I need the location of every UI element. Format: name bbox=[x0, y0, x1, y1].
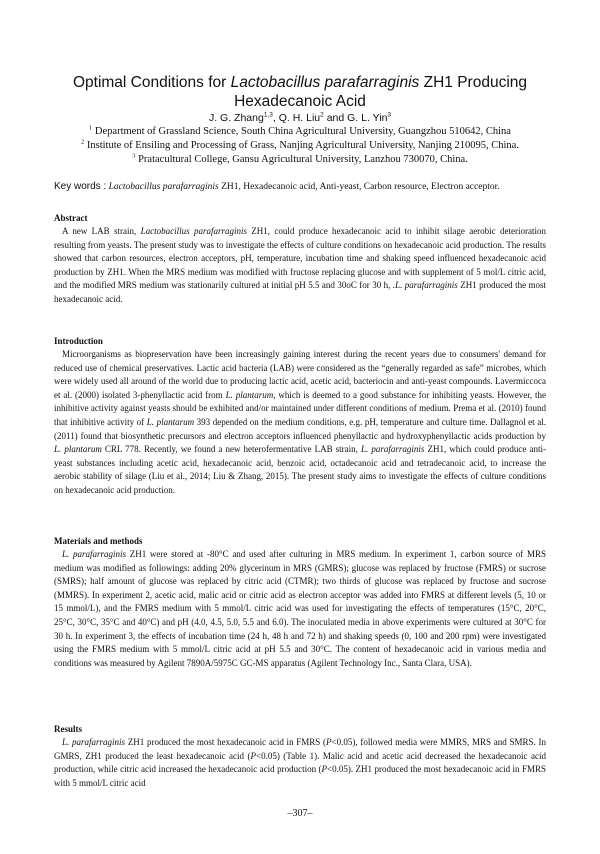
author-3: G. L. Yin bbox=[347, 112, 388, 124]
introduction-section bbox=[54, 336, 546, 498]
affiliation-2: $^2$ Institute of Ensiling and Processing of Grass, Nanjing Agricultural University, Nanjing 210095, China. bbox=[81, 138, 519, 151]
keywords-label: Key words : bbox=[54, 181, 107, 192]
affiliation-3: $^3$ Pratacultural College, Gansu Agricultural University, Lanzhou 730070, China. bbox=[132, 152, 468, 165]
results-section bbox=[54, 724, 546, 790]
author-list: J. G. Zhang$^{1,3}$, Q. H. Liu$^2$ and G. L. Yin$^3$ bbox=[208, 111, 392, 124]
affiliation-1: $^1$ Department of Grassland Science, South China Agricultural University, Guangzhou 510642, China bbox=[89, 124, 511, 137]
title-line-2: Hexadecanoic Acid bbox=[234, 93, 366, 110]
methods-section bbox=[54, 536, 546, 670]
author-1: J. G. Zhang bbox=[208, 112, 264, 124]
results-text: L. parafarraginis ZH1 produced the most hexadecanoic acid in FMRS (P<0.05), followed media were MMRS, MRS and SMRS. In GMRS, ZH1 produced the least hexadecanoic acid (P<0.05) (Table 1). Malic acid and acetic acid decreased the hexadecanoic acid production, while citric acid increased the hexadecanoic acid production (P<0.05). ZH1 produced the most hexadecanoic acid in FMRS with 5 mmol/L citric acid bbox=[54, 737, 547, 788]
abstract-text: A new LAB strain, Lactobacillus parafarraginis ZH1, could produce hexadecanoic acid to inhibit silage aerobic deterioration resulting from yeasts. The present study was to investigate the effects of culture conditions on hexadecanoic acid production. The results showed that carbon resources, electron acceptors, pH, temperature, incubation time and shaking speed influenced hexadecanoic acid production by ZH1. When the MRS medium was modified with fructose replacing glucose and with supplement of 5 mol/L citric acid, and the modified MRS medium was stationarily cultured at initial pH 5.5 and 30oC for 30 h, .L. parafarraginis ZH1 produced the most hexadecanoic acid. bbox=[54, 226, 546, 304]
page-number: –307– bbox=[287, 808, 313, 819]
methods-text: L. parafarraginis ZH1 were stored at -80°C and used after culturing in MRS medium. In experiment 1, carbon source of MRS medium was modified as followings: adding 20% glycerinum in MRS (GMRS); glucose was replaced by fructose (FMRS) or sucrose (SMRS); half amount of glucose was replaced by citric acid (CTMR); two thirds of glucose was replaced by fructose and sucrose (MMRS). In experiment 2, acetic acid, malic acid or citric acid as electron acceptor was added into FMRS at different levels (5, 10 or 15 mmol/L), and the FMRS medium with 5 mmol/L citric acid was used for investigating the effects of temperatures (15°C, 20°C, 25°C, 30°C, 35°C and 40°C) and pH (4.0, 4.5, 5.0, 5.5 and 6.0). The inoculated media in above experiments were cultured at 30°C for 30 h. In experiment 3, the effects of incubation time (24 h, 48 h and 72 h) and shaking speeds (0, 100 and 200 rpm) were investigated using the FMRS medium with 5 mmol/L citric acid at pH 5.5 and 30°C. The content of hexadecanoic acid in various media and conditions was measured by Agilent 7890A/5975C GC-MS apparatus (Agilent Technology Inc., Santa Clara, USA). bbox=[54, 549, 546, 668]
introduction-text: Microorganisms as biopreservation have been increasingly gaining interest during the recent years due to consumers' demand for reduced use of chemical preservatives. Lactic acid bacteria (LAB) were considered as the “generally regarded as safe” microbes, which were widely used all around of the world due to producing lactic acid, acetic acid, bacteriocin and anti-yeast compounds. Lavermiccoca et al. (2000) isolated 3-phenyllactic acid from L. plantarum, which is deemed to a good substance for inhibiting yeasts. However, the inhibitive activity against yeasts should be exhibited and/or maintained under different conditions of medium. Prema et al. (2010) found that inhibitive activity of L. plantarum 393 depended on the medium conditions, e.g. pH, temperature and culture time. Dallagnol et al. (2011) found that biosynthetic precursors and electron acceptors influenced phenyllactic and hydroxyphenyllactic acids production by L. plantarum CRL 778. Recently, we found a new heterofermentative LAB strain, L. parafarraginis ZH1, which could produce anti-yeast substances including acetic acid, hexadecanoic acid, benzoic acid, octadecanoic acid and tetradecanoic acid, to increase the aerobic stability of silage (Liu et al., 2014; Liu & Zhang, 2015). The present study aims to investigate the effects of culture conditions on hexadecanoic acid production. bbox=[54, 349, 546, 495]
keywords: Key words : Lactobacillus parafarraginis ZH1, Hexadecanoic acid, Anti-yeast, Carbon resource, Electron acceptor. bbox=[54, 181, 500, 192]
title-line-1: Optimal Conditions for Lactobacillus parafarraginis ZH1 Producing bbox=[72, 74, 528, 91]
title-species: Lactobacillus parafarraginis bbox=[230, 74, 420, 91]
abstract-heading: Abstract bbox=[54, 213, 88, 223]
author-2: Q. H. Liu bbox=[278, 112, 321, 124]
methods-heading: Materials and methods bbox=[54, 536, 143, 546]
abstract-section bbox=[54, 213, 546, 307]
introduction-heading: Introduction bbox=[54, 336, 103, 346]
results-heading: Results bbox=[54, 724, 83, 734]
paper-title bbox=[0, 73, 600, 111]
